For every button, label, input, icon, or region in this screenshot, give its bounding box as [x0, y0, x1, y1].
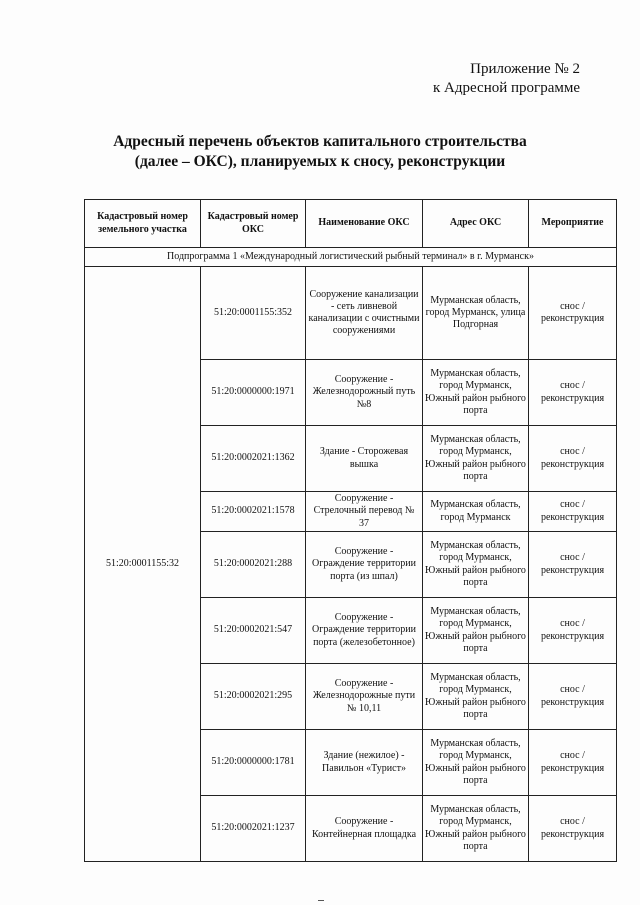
- object-address-cell: Мурманская область, город Мурманск, Южный район рыбного порта: [423, 598, 529, 664]
- subprogram-row: [85, 248, 617, 267]
- oks-number-cell: 51:20:0002021:288: [201, 532, 306, 598]
- object-address-cell: Мурманская область, город Мурманск, Южный район рыбного порта: [423, 360, 529, 426]
- object-name-cell: Сооружение канализации - сеть ливневой канализации с очистными сооружениями: [306, 267, 423, 360]
- appendix-caption: [433, 60, 580, 98]
- page-mark: [318, 900, 324, 901]
- title-line-2: (далее – ОКС), планируемых к сносу, реконструкции: [134, 153, 506, 170]
- action-cell: снос / реконструкция: [529, 730, 617, 796]
- header-action: Мероприятие: [529, 200, 617, 248]
- object-name-cell: Здание (нежилое) - Павильон «Турист»: [306, 730, 423, 796]
- title-line-1: Адресный перечень объектов капитального строительства: [113, 133, 527, 150]
- object-name-cell: Сооружение - Контейнерная площадка: [306, 796, 423, 862]
- object-name-cell: Сооружение - Железнодорожные пути № 10,11: [306, 664, 423, 730]
- oks-number-cell: 51:20:0002021:547: [201, 598, 306, 664]
- action-cell: снос / реконструкция: [529, 532, 617, 598]
- oks-number-cell: 51:20:0002021:1362: [201, 426, 306, 492]
- action-cell: снос / реконструкция: [529, 267, 617, 360]
- header-oks: Кадастровый номер ОКС: [201, 200, 306, 248]
- object-name-cell: Здание - Сторожевая вышка: [306, 426, 423, 492]
- oks-number-cell: 51:20:0002021:295: [201, 664, 306, 730]
- action-cell: снос / реконструкция: [529, 664, 617, 730]
- object-name-cell: Сооружение - Железнодорожный путь №8: [306, 360, 423, 426]
- header-parcel: Кадастровый номер земельного участка: [85, 200, 201, 248]
- header-address: Адрес ОКС: [423, 200, 529, 248]
- oks-number-cell: 51:20:0000000:1971: [201, 360, 306, 426]
- document-title: [0, 132, 640, 172]
- action-cell: снос / реконструкция: [529, 426, 617, 492]
- table-header-row: [85, 200, 617, 248]
- action-cell: снос / реконструкция: [529, 360, 617, 426]
- appendix-line-1: Приложение № 2: [470, 61, 580, 77]
- oks-number-cell: 51:20:0001155:352: [201, 267, 306, 360]
- object-name-cell: Сооружение - Стрелочный перевод № 37: [306, 492, 423, 532]
- object-name-cell: Сооружение - Ограждение территории порта (железобетонное): [306, 598, 423, 664]
- oks-number-cell: 51:20:0000000:1781: [201, 730, 306, 796]
- header-name: Наименование ОКС: [306, 200, 423, 248]
- object-address-cell: Мурманская область, город Мурманск, Южный район рыбного порта: [423, 730, 529, 796]
- table-row: [85, 267, 617, 360]
- oks-number-cell: 51:20:0002021:1237: [201, 796, 306, 862]
- objects-table: [84, 199, 617, 862]
- action-cell: снос / реконструкция: [529, 492, 617, 532]
- action-cell: снос / реконструкция: [529, 796, 617, 862]
- object-address-cell: Мурманская область, город Мурманск: [423, 492, 529, 532]
- appendix-line-2: к Адресной программе: [433, 80, 580, 96]
- oks-number-cell: 51:20:0002021:1578: [201, 492, 306, 532]
- object-address-cell: Мурманская область, город Мурманск, Южный район рыбного порта: [423, 532, 529, 598]
- object-address-cell: Мурманская область, город Мурманск, Южный район рыбного порта: [423, 664, 529, 730]
- subprogram-label: Подпрограмма 1 «Международный логистический рыбный терминал» в г. Мурманск»: [85, 248, 617, 267]
- object-address-cell: Мурманская область, город Мурманск, Южный район рыбного порта: [423, 426, 529, 492]
- parcel-number-cell: 51:20:0001155:32: [85, 267, 201, 862]
- object-name-cell: Сооружение - Ограждение территории порта (из шпал): [306, 532, 423, 598]
- action-cell: снос / реконструкция: [529, 598, 617, 664]
- object-address-cell: Мурманская область, город Мурманск, улица Подгорная: [423, 267, 529, 360]
- object-address-cell: Мурманская область, город Мурманск, Южный район рыбного порта: [423, 796, 529, 862]
